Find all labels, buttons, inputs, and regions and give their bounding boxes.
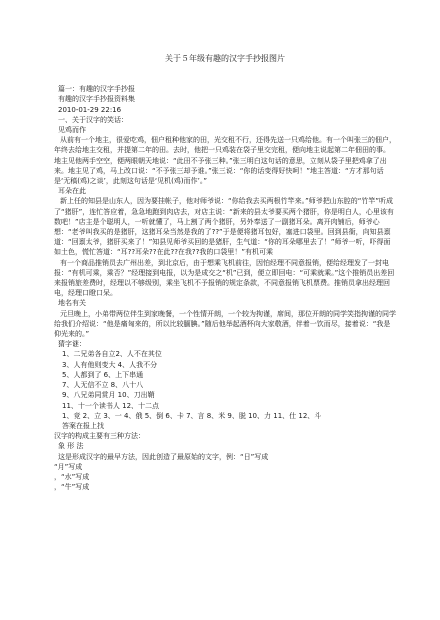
text-line: 答案在报上找 [62,421,104,430]
text-line: 一、关于汉字的笑话： [58,115,128,124]
text-line: 有趣的汉字手抄报资料集 [58,95,135,104]
text-line: 3、人有他则变大 4、人我不分 [62,360,158,369]
text-line: 见鸡而作 [58,126,86,135]
text-line: ，“牛”写成 [54,483,90,492]
text-line: 从前有一个地主，很爱吃鸡，佃户租种他家的田，光交租不行，还得先送一只鸡给他。有一个叫张三的佃户，年终去给地主交租，并提第二年的田。去时，他把一只鸡装在袋子里交完租，便向地主说起第二年佃田的事。地主见他两手空空，便两眼朝天地说：“此田不予张三种。”张三明白这句话的意思，立刻从袋子里把鸡拿了出来。地主见了鸡，马上改口说：“不予张三却予谁。”张三说：“你的话变得好快呵！”地主答道：“方才那句话是‘无稿(鸡)之谈’，此刻这句话是‘见机(鸡)而作’。” [54,136,396,186]
text-line: 7、人无信不立 8、八十八 [62,381,144,390]
text-line: 有一个商品推销员去广州出差，到北京后，由于想乘飞机前往，因怕经理不同意报销，便给经理发了一封电报：“有机可乘，乘否？”经理接到电报，以为是成交之“机”已到，便立即回电：“可乘就乘。”这个推销员出差回来报销旅差费时，经理以不够级别，乘坐飞机不予报销的规定条款，不同意报销飞机票费。推销员拿出经理回电，经理口瞪口呆。 [54,258,395,298]
text-line: 5、人都到了 6、上下串通 [62,370,144,379]
text-line: 象 形 法 [58,442,84,451]
document-title: 关于５年级有趣的汉字手抄报图片 [165,54,285,63]
text-line: 11、十一个读书人 12、十二点 [62,401,160,410]
text-line: 新上任的知县是山东人，因为要挂帐子，他对师爷说：“你给我去买两根竹竿来。”师爷把山东腔的“竹竿”听成了“猪肝”，连忙答应着，急急地跑到肉店去，对店主说：“新来的县太爷要买两个猪肝，你是明白人，心里该有数吧！”店主是个聪明人，一听就懂了，马上割了两个猪肝，另外奉送了一副猪耳朵。离开肉铺后，师爷心想：“老爷叫我买的是猪肝，这猪耳朵当然是我的了??”于是便将猪耳包好，塞进口袋里。回到县衙，向知县禀道：“回禀太爷，猪肝买来了！”知县见师爷买回的是猪肝，生气道：“你的耳朵哪里去了！”师爷一听，吓得面如土色，慌忙答道：“耳??耳朵??在此??在我??我的口袋里！”有机可乘 [54,197,394,257]
text-line: ，“水”写成 [54,472,90,481]
text-line: 耳朵在此 [58,187,86,196]
text-line: 9、八兄弟同赏月 10、刀出鞘 [62,391,155,400]
document-body [54,84,396,492]
text-line: 猜字谜： [58,340,86,349]
text-line: 地名有关 [58,299,86,308]
text-line: 1、二兄弟各自立2、人不在其位 [62,350,162,359]
text-line: 1、竞 2、立 3、一 4、俄 5、倒 6、卡 7、言 8、米 9、脱 10、力 11、仕 12、斗 [62,411,322,420]
text-line: 汉字的构成主要有三种方法： [54,432,145,441]
text-line: “月”写成 [54,462,83,471]
text-line: 元旦晚上，小弟带两位伴生到家晚餐，一个性情开朗，一个较为拘谨，席间，那位开朗的同学笑指拘谨的同学给我们介绍说：“他是痛匈来的，所以比较腼腆。”随后他举起酒杯向大家敬酒，伴着一饮而尽，接着说：“我是仰光来的。” [54,309,396,339]
text-line: 这是形成汉字的最早方法，因此创造了最原始的文字，例：“日”写成 [58,452,269,461]
text-line: 篇一：有趣的汉字手抄报 [58,85,135,94]
text-line: 2010-01-29 22:16 [58,105,122,114]
